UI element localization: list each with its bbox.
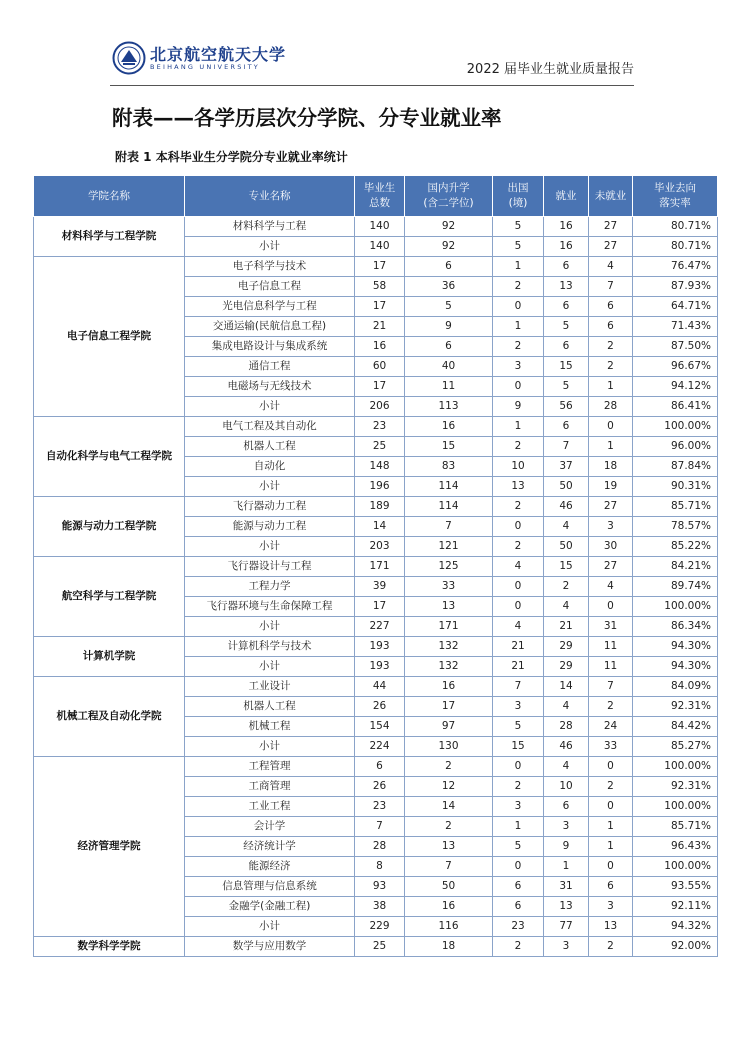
unemployed-cell: 27	[589, 237, 633, 257]
employed-cell: 28	[544, 717, 589, 737]
table-header-row	[34, 176, 718, 217]
rate-cell: 85.71%	[633, 817, 718, 837]
employment-rate-table	[33, 175, 718, 957]
employed-cell: 6	[544, 417, 589, 437]
total-cell: 26	[355, 697, 405, 717]
abroad-cell: 21	[493, 637, 544, 657]
domestic-cell: 132	[405, 657, 493, 677]
rate-cell: 92.31%	[633, 777, 718, 797]
logo-english-name: BEIHANG UNIVERSITY	[150, 63, 260, 71]
major-cell: 机器人工程	[185, 437, 355, 457]
rate-cell: 93.55%	[633, 877, 718, 897]
employed-cell: 10	[544, 777, 589, 797]
table-row	[34, 257, 718, 277]
domestic-cell: 16	[405, 677, 493, 697]
rate-cell: 84.21%	[633, 557, 718, 577]
abroad-cell: 15	[493, 737, 544, 757]
unemployed-cell: 27	[589, 497, 633, 517]
college-name-cell: 机械工程及自动化学院	[34, 677, 185, 757]
domestic-cell: 6	[405, 337, 493, 357]
rate-cell: 94.12%	[633, 377, 718, 397]
employed-cell: 15	[544, 557, 589, 577]
major-cell: 机械工程	[185, 717, 355, 737]
table-row	[34, 497, 718, 517]
domestic-cell: 15	[405, 437, 493, 457]
unemployed-cell: 0	[589, 757, 633, 777]
university-seal-icon	[112, 41, 146, 75]
total-cell: 7	[355, 817, 405, 837]
domestic-cell: 114	[405, 477, 493, 497]
major-cell: 集成电路设计与集成系统	[185, 337, 355, 357]
total-cell: 16	[355, 337, 405, 357]
rate-cell: 71.43%	[633, 317, 718, 337]
major-cell: 电磁场与无线技术	[185, 377, 355, 397]
unemployed-cell: 11	[589, 657, 633, 677]
major-cell: 电气工程及其自动化	[185, 417, 355, 437]
total-cell: 23	[355, 797, 405, 817]
rate-cell: 89.74%	[633, 577, 718, 597]
domestic-cell: 6	[405, 257, 493, 277]
major-cell: 小计	[185, 537, 355, 557]
total-cell: 140	[355, 217, 405, 237]
domestic-cell: 2	[405, 817, 493, 837]
college-name-cell: 航空科学与工程学院	[34, 557, 185, 637]
total-cell: 196	[355, 477, 405, 497]
rate-cell: 86.41%	[633, 397, 718, 417]
domestic-cell: 2	[405, 757, 493, 777]
employed-cell: 13	[544, 897, 589, 917]
major-cell: 工程力学	[185, 577, 355, 597]
total-cell: 140	[355, 237, 405, 257]
report-title: 2022 届毕业生就业质量报告	[466, 62, 634, 77]
unemployed-cell: 6	[589, 877, 633, 897]
domestic-cell: 40	[405, 357, 493, 377]
total-cell: 14	[355, 517, 405, 537]
unemployed-cell: 2	[589, 697, 633, 717]
abroad-cell: 2	[493, 937, 544, 957]
employed-cell: 16	[544, 217, 589, 237]
total-cell: 229	[355, 917, 405, 937]
domestic-cell: 16	[405, 417, 493, 437]
college-name-cell: 数学科学学院	[34, 937, 185, 957]
total-cell: 6	[355, 757, 405, 777]
employed-cell: 1	[544, 857, 589, 877]
total-cell: 60	[355, 357, 405, 377]
unemployed-cell: 0	[589, 597, 633, 617]
abroad-cell: 0	[493, 757, 544, 777]
abroad-cell: 0	[493, 377, 544, 397]
abroad-cell: 0	[493, 597, 544, 617]
major-cell: 小计	[185, 917, 355, 937]
rate-cell: 87.93%	[633, 277, 718, 297]
total-cell: 193	[355, 657, 405, 677]
major-cell: 电子科学与技术	[185, 257, 355, 277]
unemployed-cell: 30	[589, 537, 633, 557]
total-cell: 171	[355, 557, 405, 577]
rate-cell: 64.71%	[633, 297, 718, 317]
abroad-cell: 5	[493, 837, 544, 857]
major-cell: 飞行器环境与生命保障工程	[185, 597, 355, 617]
page-header	[110, 38, 634, 86]
total-cell: 39	[355, 577, 405, 597]
total-cell: 21	[355, 317, 405, 337]
major-cell: 数学与应用数学	[185, 937, 355, 957]
abroad-cell: 23	[493, 917, 544, 937]
major-cell: 自动化	[185, 457, 355, 477]
total-cell: 154	[355, 717, 405, 737]
domestic-cell: 7	[405, 857, 493, 877]
employed-cell: 50	[544, 537, 589, 557]
total-cell: 8	[355, 857, 405, 877]
domestic-cell: 50	[405, 877, 493, 897]
total-cell: 44	[355, 677, 405, 697]
abroad-cell: 0	[493, 297, 544, 317]
rate-cell: 85.27%	[633, 737, 718, 757]
unemployed-cell: 2	[589, 357, 633, 377]
table-row	[34, 757, 718, 777]
rate-cell: 94.32%	[633, 917, 718, 937]
logo-chinese-name: 北京航空航天大学	[150, 45, 287, 64]
domestic-cell: 33	[405, 577, 493, 597]
domestic-cell: 121	[405, 537, 493, 557]
employed-cell: 46	[544, 497, 589, 517]
employed-cell: 4	[544, 757, 589, 777]
abroad-cell: 10	[493, 457, 544, 477]
major-cell: 会计学	[185, 817, 355, 837]
abroad-cell: 1	[493, 257, 544, 277]
employed-cell: 16	[544, 237, 589, 257]
rate-cell: 85.22%	[633, 537, 718, 557]
major-cell: 信息管理与信息系统	[185, 877, 355, 897]
employed-cell: 29	[544, 657, 589, 677]
abroad-cell: 2	[493, 537, 544, 557]
total-cell: 203	[355, 537, 405, 557]
employed-cell: 6	[544, 257, 589, 277]
employed-cell: 50	[544, 477, 589, 497]
abroad-cell: 2	[493, 777, 544, 797]
domestic-cell: 114	[405, 497, 493, 517]
employed-cell: 9	[544, 837, 589, 857]
domestic-cell: 18	[405, 937, 493, 957]
unemployed-cell: 6	[589, 297, 633, 317]
total-cell: 17	[355, 377, 405, 397]
abroad-cell: 4	[493, 617, 544, 637]
major-cell: 计算机科学与技术	[185, 637, 355, 657]
college-name-cell: 自动化科学与电气工程学院	[34, 417, 185, 497]
header-abroad: 出国 (境)	[493, 176, 544, 217]
domestic-cell: 5	[405, 297, 493, 317]
major-cell: 小计	[185, 397, 355, 417]
rate-cell: 85.71%	[633, 497, 718, 517]
total-cell: 25	[355, 437, 405, 457]
unemployed-cell: 11	[589, 637, 633, 657]
major-cell: 飞行器动力工程	[185, 497, 355, 517]
domestic-cell: 16	[405, 897, 493, 917]
unemployed-cell: 3	[589, 897, 633, 917]
table-row	[34, 937, 718, 957]
domestic-cell: 17	[405, 697, 493, 717]
major-cell: 电子信息工程	[185, 277, 355, 297]
abroad-cell: 0	[493, 577, 544, 597]
employed-cell: 7	[544, 437, 589, 457]
header-employed: 就业	[544, 176, 589, 217]
major-cell: 机器人工程	[185, 697, 355, 717]
domestic-cell: 92	[405, 217, 493, 237]
major-cell: 材料科学与工程	[185, 217, 355, 237]
domestic-cell: 116	[405, 917, 493, 937]
major-cell: 工业设计	[185, 677, 355, 697]
major-cell: 通信工程	[185, 357, 355, 377]
unemployed-cell: 27	[589, 217, 633, 237]
abroad-cell: 0	[493, 857, 544, 877]
unemployed-cell: 31	[589, 617, 633, 637]
employed-cell: 29	[544, 637, 589, 657]
page-title: 附表——各学历层次分学院、分专业就业率	[112, 106, 502, 130]
total-cell: 148	[355, 457, 405, 477]
domestic-cell: 12	[405, 777, 493, 797]
rate-cell: 92.00%	[633, 937, 718, 957]
major-cell: 小计	[185, 657, 355, 677]
major-cell: 小计	[185, 477, 355, 497]
domestic-cell: 113	[405, 397, 493, 417]
employed-cell: 6	[544, 337, 589, 357]
employed-cell: 31	[544, 877, 589, 897]
header-divider	[110, 85, 634, 86]
unemployed-cell: 0	[589, 797, 633, 817]
abroad-cell: 3	[493, 797, 544, 817]
table-row	[34, 637, 718, 657]
employed-cell: 13	[544, 277, 589, 297]
unemployed-cell: 2	[589, 937, 633, 957]
employed-cell: 3	[544, 817, 589, 837]
domestic-cell: 9	[405, 317, 493, 337]
domestic-cell: 130	[405, 737, 493, 757]
rate-cell: 100.00%	[633, 597, 718, 617]
total-cell: 227	[355, 617, 405, 637]
unemployed-cell: 6	[589, 317, 633, 337]
rate-cell: 100.00%	[633, 797, 718, 817]
unemployed-cell: 3	[589, 517, 633, 537]
major-cell: 金融学(金融工程)	[185, 897, 355, 917]
table-row	[34, 677, 718, 697]
domestic-cell: 125	[405, 557, 493, 577]
rate-cell: 100.00%	[633, 417, 718, 437]
unemployed-cell: 24	[589, 717, 633, 737]
abroad-cell: 2	[493, 437, 544, 457]
domestic-cell: 13	[405, 837, 493, 857]
domestic-cell: 13	[405, 597, 493, 617]
abroad-cell: 5	[493, 237, 544, 257]
unemployed-cell: 0	[589, 417, 633, 437]
employed-cell: 77	[544, 917, 589, 937]
rate-cell: 80.71%	[633, 217, 718, 237]
abroad-cell: 0	[493, 517, 544, 537]
rate-cell: 78.57%	[633, 517, 718, 537]
employed-cell: 5	[544, 317, 589, 337]
rate-cell: 94.30%	[633, 637, 718, 657]
rate-cell: 76.47%	[633, 257, 718, 277]
unemployed-cell: 7	[589, 677, 633, 697]
total-cell: 58	[355, 277, 405, 297]
total-cell: 23	[355, 417, 405, 437]
abroad-cell: 6	[493, 897, 544, 917]
unemployed-cell: 0	[589, 857, 633, 877]
employed-cell: 6	[544, 797, 589, 817]
total-cell: 189	[355, 497, 405, 517]
unemployed-cell: 1	[589, 437, 633, 457]
total-cell: 17	[355, 597, 405, 617]
abroad-cell: 2	[493, 277, 544, 297]
major-cell: 经济统计学	[185, 837, 355, 857]
unemployed-cell: 19	[589, 477, 633, 497]
unemployed-cell: 13	[589, 917, 633, 937]
college-name-cell: 计算机学院	[34, 637, 185, 677]
rate-cell: 90.31%	[633, 477, 718, 497]
abroad-cell: 3	[493, 357, 544, 377]
total-cell: 25	[355, 937, 405, 957]
table-row	[34, 557, 718, 577]
rate-cell: 100.00%	[633, 857, 718, 877]
college-name-cell: 经济管理学院	[34, 757, 185, 937]
abroad-cell: 5	[493, 217, 544, 237]
employed-cell: 21	[544, 617, 589, 637]
header-total: 毕业生 总数	[355, 176, 405, 217]
unemployed-cell: 2	[589, 337, 633, 357]
abroad-cell: 6	[493, 877, 544, 897]
domestic-cell: 36	[405, 277, 493, 297]
domestic-cell: 171	[405, 617, 493, 637]
employed-cell: 15	[544, 357, 589, 377]
major-cell: 小计	[185, 237, 355, 257]
unemployed-cell: 4	[589, 257, 633, 277]
rate-cell: 84.42%	[633, 717, 718, 737]
rate-cell: 94.30%	[633, 657, 718, 677]
major-cell: 能源与动力工程	[185, 517, 355, 537]
rate-cell: 96.67%	[633, 357, 718, 377]
unemployed-cell: 4	[589, 577, 633, 597]
domestic-cell: 92	[405, 237, 493, 257]
abroad-cell: 13	[493, 477, 544, 497]
major-cell: 工业工程	[185, 797, 355, 817]
abroad-cell: 1	[493, 417, 544, 437]
unemployed-cell: 27	[589, 557, 633, 577]
abroad-cell: 7	[493, 677, 544, 697]
major-cell: 小计	[185, 737, 355, 757]
total-cell: 224	[355, 737, 405, 757]
total-cell: 26	[355, 777, 405, 797]
major-cell: 工程管理	[185, 757, 355, 777]
abroad-cell: 5	[493, 717, 544, 737]
unemployed-cell: 28	[589, 397, 633, 417]
rate-cell: 80.71%	[633, 237, 718, 257]
employed-cell: 3	[544, 937, 589, 957]
major-cell: 光电信息科学与工程	[185, 297, 355, 317]
unemployed-cell: 1	[589, 377, 633, 397]
college-name-cell: 能源与动力工程学院	[34, 497, 185, 557]
abroad-cell: 1	[493, 817, 544, 837]
employed-cell: 4	[544, 697, 589, 717]
rate-cell: 86.34%	[633, 617, 718, 637]
abroad-cell: 3	[493, 697, 544, 717]
employed-cell: 14	[544, 677, 589, 697]
major-cell: 小计	[185, 617, 355, 637]
unemployed-cell: 1	[589, 817, 633, 837]
employed-cell: 37	[544, 457, 589, 477]
header-unemployed: 未就业	[589, 176, 633, 217]
table-body	[34, 217, 718, 957]
rate-cell: 92.11%	[633, 897, 718, 917]
domestic-cell: 132	[405, 637, 493, 657]
unemployed-cell: 1	[589, 837, 633, 857]
total-cell: 28	[355, 837, 405, 857]
header-domestic: 国内升学 (含二学位)	[405, 176, 493, 217]
employed-cell: 46	[544, 737, 589, 757]
rate-cell: 92.31%	[633, 697, 718, 717]
employed-cell: 6	[544, 297, 589, 317]
abroad-cell: 2	[493, 497, 544, 517]
domestic-cell: 14	[405, 797, 493, 817]
employed-cell: 5	[544, 377, 589, 397]
total-cell: 193	[355, 637, 405, 657]
total-cell: 17	[355, 297, 405, 317]
rate-cell: 96.00%	[633, 437, 718, 457]
rate-cell: 87.84%	[633, 457, 718, 477]
abroad-cell: 21	[493, 657, 544, 677]
university-logo	[110, 38, 287, 82]
table-caption: 附表 1 本科毕业生分学院分专业就业率统计	[115, 150, 348, 164]
header-rate: 毕业去向 落实率	[633, 176, 718, 217]
major-cell: 能源经济	[185, 857, 355, 877]
domestic-cell: 11	[405, 377, 493, 397]
abroad-cell: 1	[493, 317, 544, 337]
domestic-cell: 7	[405, 517, 493, 537]
total-cell: 93	[355, 877, 405, 897]
total-cell: 17	[355, 257, 405, 277]
employed-cell: 56	[544, 397, 589, 417]
header-major: 专业名称	[185, 176, 355, 217]
total-cell: 206	[355, 397, 405, 417]
employed-cell: 4	[544, 517, 589, 537]
major-cell: 工商管理	[185, 777, 355, 797]
abroad-cell: 9	[493, 397, 544, 417]
total-cell: 38	[355, 897, 405, 917]
header-college: 学院名称	[34, 176, 185, 217]
college-name-cell: 材料科学与工程学院	[34, 217, 185, 257]
abroad-cell: 4	[493, 557, 544, 577]
unemployed-cell: 2	[589, 777, 633, 797]
table-row	[34, 217, 718, 237]
rate-cell: 100.00%	[633, 757, 718, 777]
table-row	[34, 417, 718, 437]
rate-cell: 87.50%	[633, 337, 718, 357]
rate-cell: 84.09%	[633, 677, 718, 697]
major-cell: 飞行器设计与工程	[185, 557, 355, 577]
employed-cell: 4	[544, 597, 589, 617]
unemployed-cell: 7	[589, 277, 633, 297]
unemployed-cell: 18	[589, 457, 633, 477]
college-name-cell: 电子信息工程学院	[34, 257, 185, 417]
rate-cell: 96.43%	[633, 837, 718, 857]
abroad-cell: 2	[493, 337, 544, 357]
domestic-cell: 83	[405, 457, 493, 477]
major-cell: 交通运输(民航信息工程)	[185, 317, 355, 337]
domestic-cell: 97	[405, 717, 493, 737]
unemployed-cell: 33	[589, 737, 633, 757]
employed-cell: 2	[544, 577, 589, 597]
